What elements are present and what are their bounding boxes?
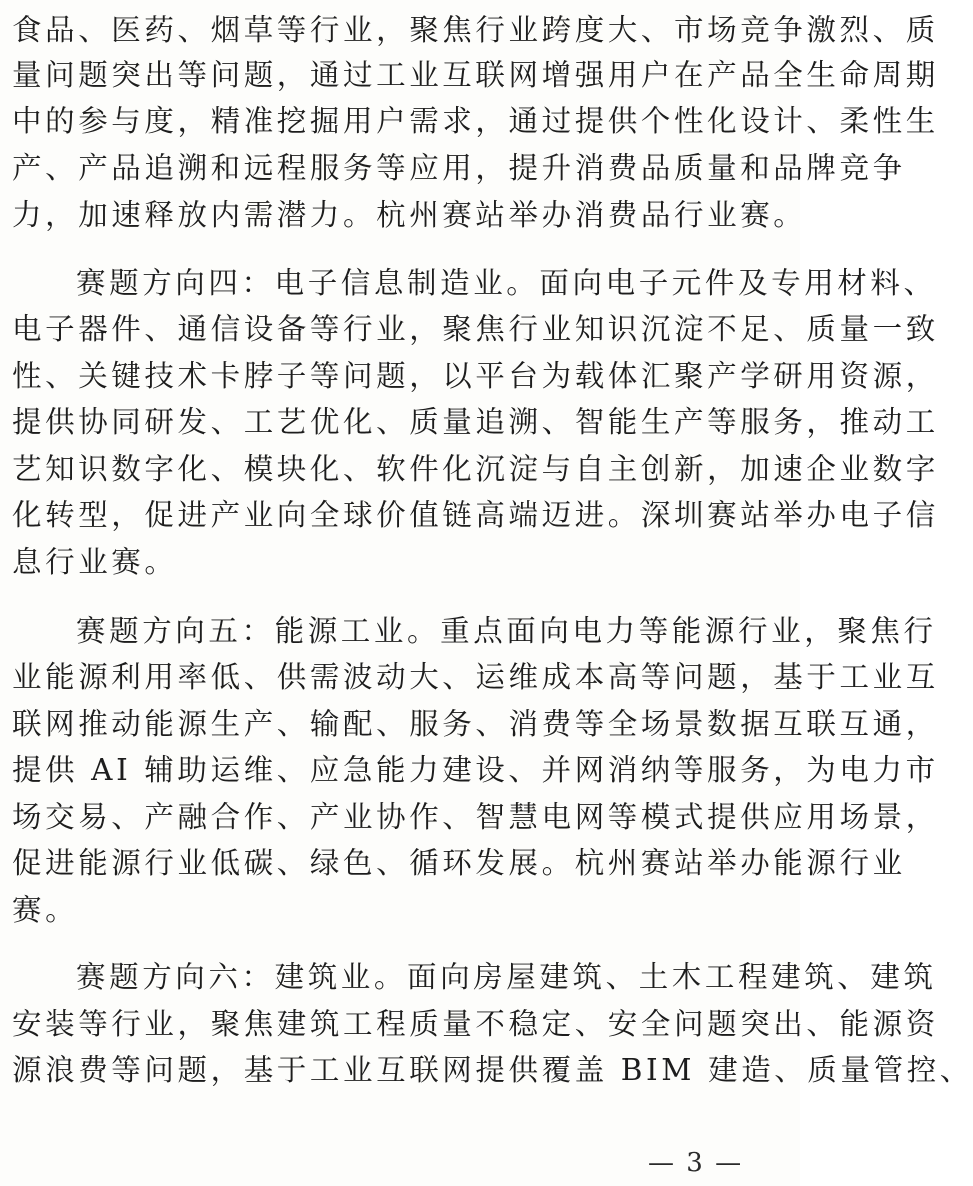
text-line: 性、关键技术卡脖子等问题，以平台为载体汇聚产学研用资源， xyxy=(12,359,939,393)
text-line: 电子器件、通信设备等行业，聚焦行业知识沉淀不足、质量一致 xyxy=(12,312,939,346)
page-number: — 3 — xyxy=(648,1148,744,1178)
text-line: 联网推动能源生产、输配、服务、消费等全场景数据互联互通， xyxy=(12,707,939,741)
text-line: 量问题突出等问题，通过工业互联网增强用户在产品全生命周期 xyxy=(12,58,939,92)
text-line: 提供 AI 辅助运维、应急能力建设、并网消纳等服务，为电力市 xyxy=(12,753,939,787)
text-line: 促进能源行业低碳、绿色、循环发展。杭州赛站举办能源行业 xyxy=(12,846,906,880)
text-line: 安装等行业，聚焦建筑工程质量不稳定、安全问题突出、能源资 xyxy=(12,1007,939,1041)
paragraph-heading-line: 赛题方向六：建筑业。面向房屋建筑、土木工程建筑、建筑 xyxy=(76,960,937,994)
text-line: 提供协同研发、工艺优化、质量追溯、智能生产等服务，推动工 xyxy=(12,405,939,439)
paragraph-heading-line: 赛题方向五：能源工业。重点面向电力等能源行业，聚焦行 xyxy=(76,614,937,648)
text-line: 食品、医药、烟草等行业，聚焦行业跨度大、市场竞争激烈、质 xyxy=(12,13,939,47)
text-line: 赛。 xyxy=(12,893,79,927)
text-line: 中的参与度，精准挖掘用户需求，通过提供个性化设计、柔性生 xyxy=(12,104,939,138)
text-line: 场交易、产融合作、产业协作、智慧电网等模式提供应用场景， xyxy=(12,800,939,834)
text-line: 艺知识数字化、模块化、软件化沉淀与自主创新，加速企业数字 xyxy=(12,452,939,486)
text-line: 源浪费等问题，基于工业互联网提供覆盖 BIM 建造、质量管控、 xyxy=(12,1053,973,1087)
text-line: 化转型，促进产业向全球价值链高端迈进。深圳赛站举办电子信 xyxy=(12,498,939,532)
text-line: 业能源利用率低、供需波动大、运维成本高等问题，基于工业互 xyxy=(12,660,939,694)
text-line: 力，加速释放内需潜力。杭州赛站举办消费品行业赛。 xyxy=(12,198,807,232)
paragraph-heading-line: 赛题方向四：电子信息制造业。面向电子元件及专用材料、 xyxy=(76,266,937,300)
text-line: 产、产品追溯和远程服务等应用，提升消费品质量和品牌竞争 xyxy=(12,151,906,185)
text-line: 息行业赛。 xyxy=(12,545,178,579)
